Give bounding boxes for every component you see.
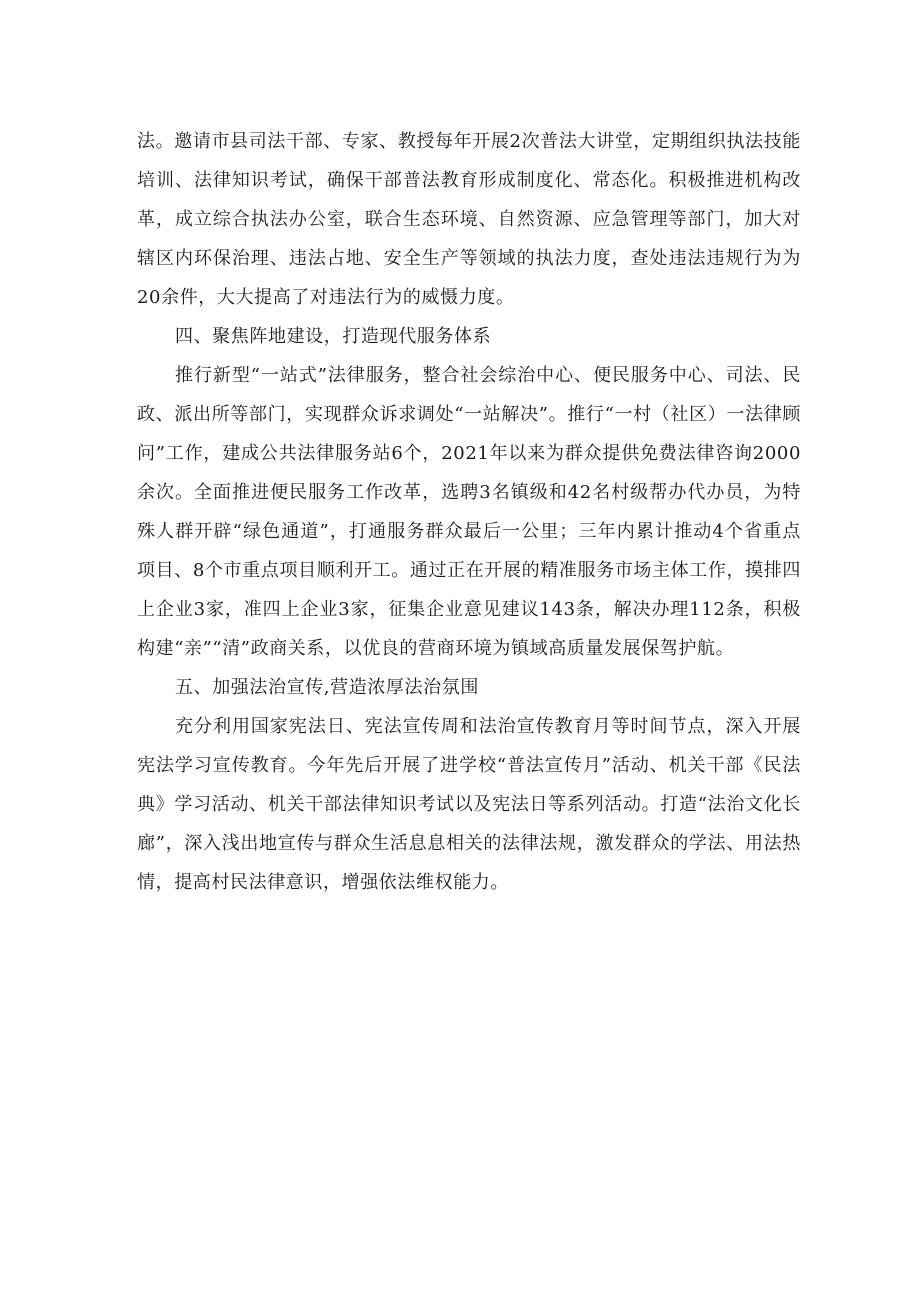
section-heading-five: 五、加强法治宣传,营造浓厚法治氛围	[175, 677, 479, 698]
paragraph-law-enforcement-continued: 法。邀请市县司法干部、专家、教授每年开展2次普法大讲堂，定期组织执法技能培训、法律知识考试，确保干部普法教育形成制度化、常态化。积极推进机构改革，成立综合执法办公室，联合生态环境、自然资源、应急管理等部门，加大对辖区内环保治理、违法占地、安全生产等领域的执法力度，查处违法违规行为为20余件，大大提高了对违法行为的威慑力度。	[137, 131, 801, 308]
paragraph-one-stop-legal-service: 推行新型“一站式”法律服务，整合社会综治中心、便民服务中心、司法、民政、派出所等部门，实现群众诉求调处“一站解决”。推行“一村（社区）一法律顾问”工作，建成公共法律服务站6个，2021年以来为群众提供免费法律咨询2000余次。全面推进便民服务工作改革，选聘3名镇级和42名村级帮办代办员，为特殊人群开辟“绿色通道”，打通服务群众最后一公里；三年内累计推动4个省重点项目、8个市重点项目顺利开工。通过正在开展的精准服务市场主体工作，摸排四上企业3家，准四上企业3家，征集企业意见建议143条，解决办理112条，积极构建“亲”“清”政商关系，以优良的营商环境为镇域高质量发展保驾护航。	[137, 365, 801, 659]
document-body	[137, 122, 801, 902]
section-heading-four: 四、聚焦阵地建设，打造现代服务体系	[175, 326, 492, 347]
paragraph-legal-publicity: 充分利用国家宪法日、宪法宣传周和法治宣传教育月等时间节点，深入开展宪法学习宣传教育。今年先后开展了进学校“普法宣传月”活动、机关干部《民法典》学习活动、机关干部法律知识考试以及宪法日等系列活动。打造“法治文化长廊”，深入浅出地宣传与群众生活息息相关的法律法规，激发群众的学法、用法热情，提高村民法律意识，增强依法维权能力。	[137, 716, 801, 893]
